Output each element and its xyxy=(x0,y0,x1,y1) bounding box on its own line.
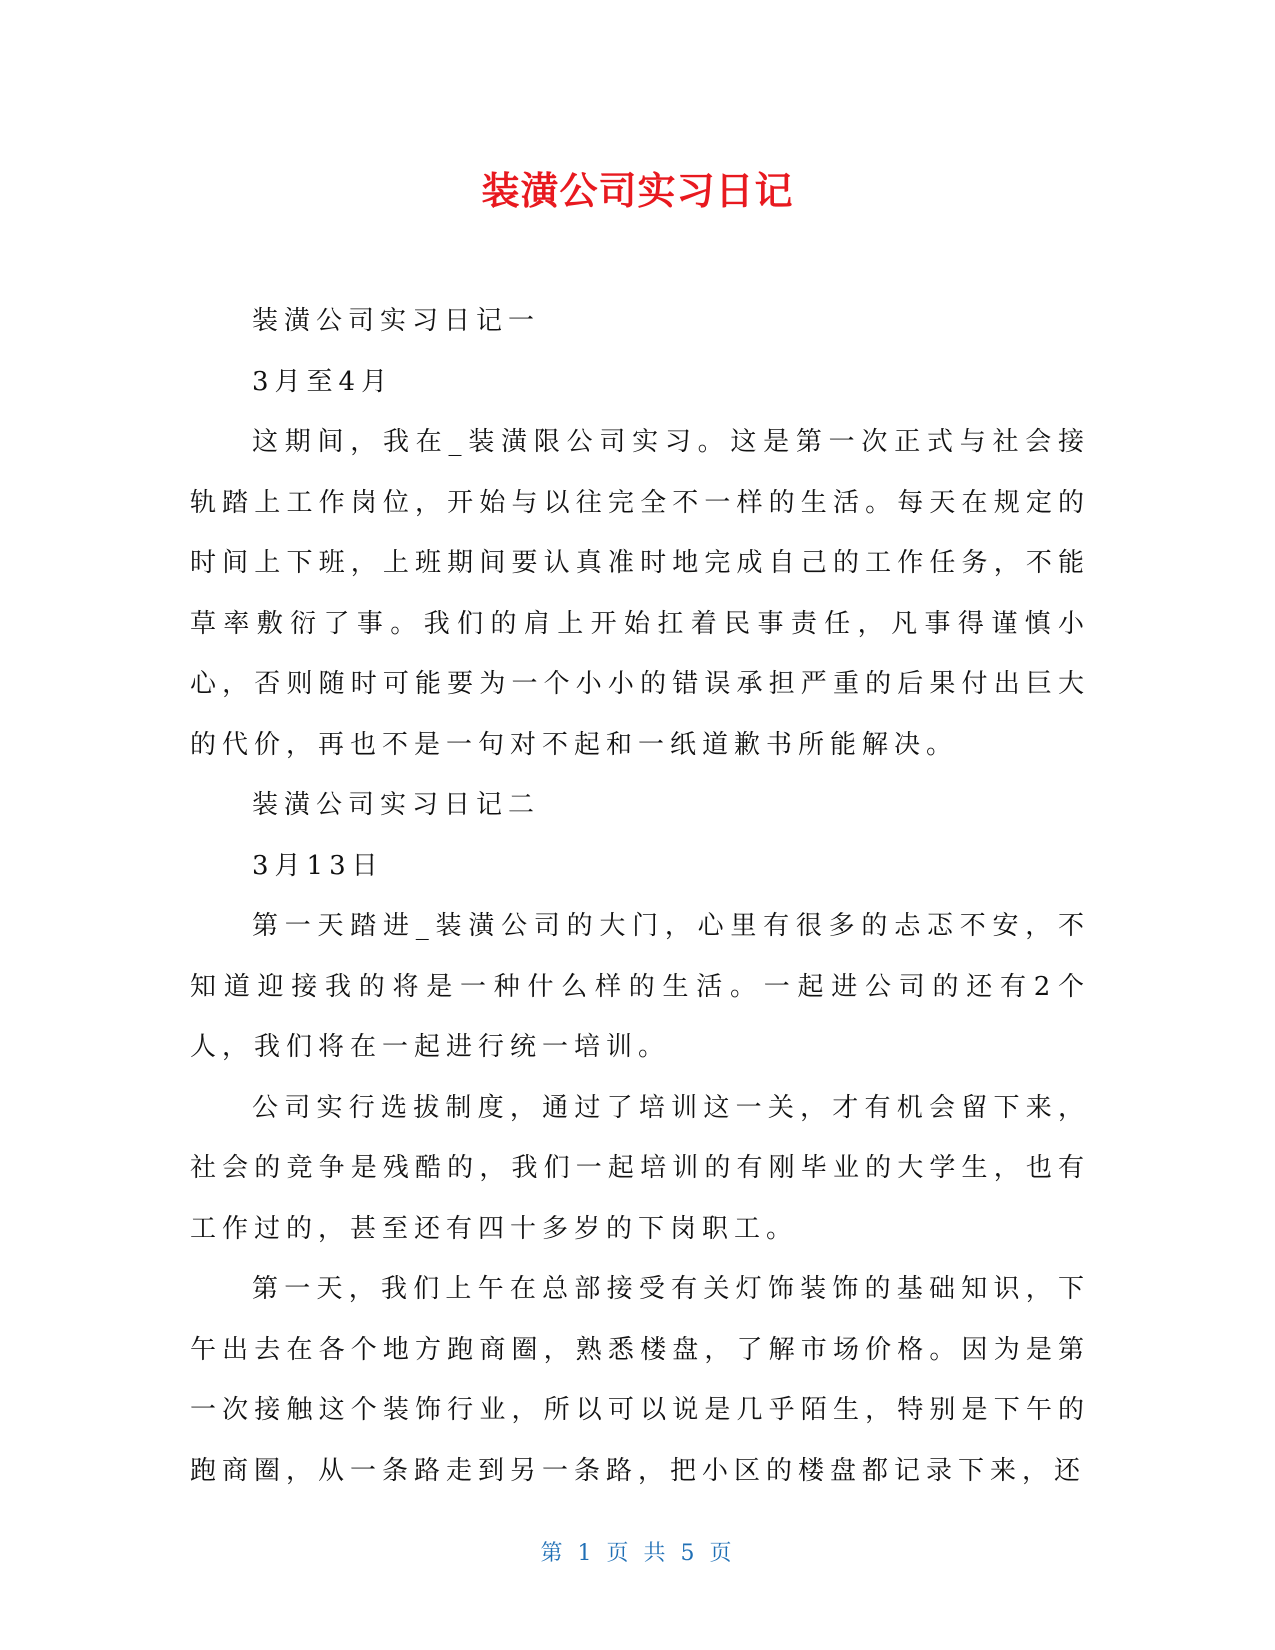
paragraph-body: 公司实行选拔制度，通过了培训这一关，才有机会留下来，社会的竞争是残酷的，我们一起培训的有刚毕业的大学生，也有工作过的，甚至还有四十多岁的下岗职工。 xyxy=(190,1092,1090,1244)
footer-page-total: 5 xyxy=(680,1541,698,1566)
footer-page-suffix: 页 xyxy=(709,1541,735,1566)
paragraph-body: 第一天踏进_装潢公司的大门，心里有很多的忐忑不安，不知道迎接我的将是一种什么样的生活。一起进公司的还有2个人，我们将在一起进行统一培训。 xyxy=(190,911,1090,1062)
page-number-footer xyxy=(0,1536,1275,1567)
footer-page-mid: 页 xyxy=(606,1541,632,1566)
footer-page-prefix: 第 xyxy=(540,1541,566,1566)
paragraph-date: 3月13日 xyxy=(252,850,384,881)
document-title: 装潢公司实习日记 xyxy=(481,169,794,213)
paragraph-date-range: 3月至4月 xyxy=(252,366,394,397)
document-body xyxy=(190,291,1090,1501)
footer-page-total-prefix: 共 xyxy=(643,1541,669,1566)
paragraph-body: 这期间，我在_装潢限公司实习。这是第一次正式与社会接轨踏上工作岗位，开始与以往完全不一样的生活。每天在规定的时间上下班，上班期间要认真准时地完成自己的工作任务，不能草率敷衍了事。我们的肩上开始扛着民事责任，凡事得谨慎小心，否则随时可能要为一个小小的错误承担严重的后果付出巨大的代价，再也不是一句对不起和一纸道歉书所能解决。 xyxy=(190,427,1090,760)
paragraph-diary-one-heading: 装潢公司实习日记一 xyxy=(252,306,541,336)
paragraph-diary-two-heading: 装潢公司实习日记二 xyxy=(252,790,541,820)
footer-page-current: 1 xyxy=(577,1541,595,1566)
paragraph-body: 第一天，我们上午在总部接受有关灯饰装饰的基础知识，下午出去在各个地方跑商圈，熟悉楼盘，了解市场价格。因为是第一次接触这个装饰行业，所以可以说是几乎陌生，特别是下午的跑商圈，从一条路走到另一条路，把小区的楼盘都记录下来，还 xyxy=(190,1274,1090,1486)
